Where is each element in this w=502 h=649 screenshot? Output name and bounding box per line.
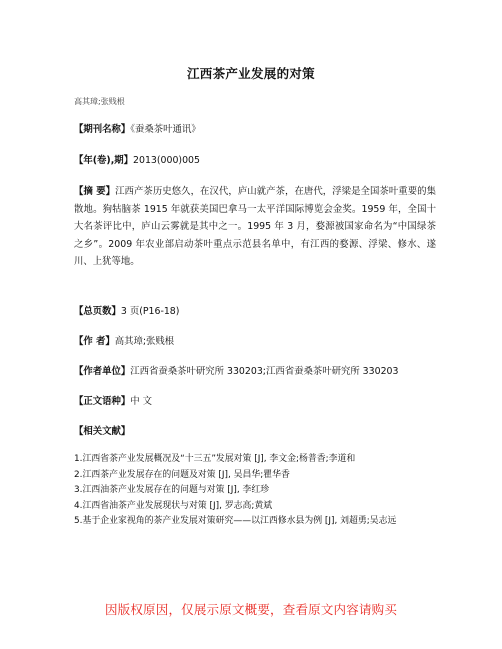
reference-item[interactable]: 2.江西茶产业发展存在的问题及对策 [J], 吴昌华;瞿华香 — [74, 469, 290, 480]
reference-item[interactable]: 5.基于企业家视角的茶产业发展对策研究——以江西修水县为例 [J], 刘超勇;吴志远 — [74, 516, 397, 527]
reference-item[interactable]: 4.江西省油茶产业发展现状与对策 [J], 罗志高;黄斌 — [74, 500, 273, 511]
reference-item[interactable]: 3.江西油茶产业发展存在的问题与对策 [J], 李红珍 — [74, 485, 270, 496]
references-list — [74, 452, 438, 530]
affiliation-field — [74, 363, 436, 381]
year-label: 【年(卷),期】 — [74, 155, 134, 166]
journal-label: 【期刊名称】 — [74, 124, 131, 135]
copyright-notice[interactable]: 因版权原因，仅展示原文概要，查看原文内容请购买 — [104, 602, 398, 617]
language-value: 中 文 — [130, 396, 152, 407]
authors-value: 高其璋;张贱根 — [114, 336, 175, 347]
pages-field — [74, 303, 436, 321]
year-field — [74, 152, 436, 170]
language-field — [74, 393, 436, 411]
authors-line: 高其璋;张贱根 — [74, 97, 125, 106]
journal-value: 《蚕桑茶叶通讯》 — [130, 124, 201, 135]
abstract-value: 江西产茶历史悠久，在汉代，庐山就产茶，在唐代，浮梁是全国茶叶重要的集散地。狗牯脑茶 1915 年就获美国巴拿马一太平洋国际博览会金奖。1959 年，全国十大名茶评比中，庐山云雾就是其中之一。1995 年 3 月，婺源被国家命名为“中国绿茶之乡”。2009 年农业部启动茶叶重点示范县名单中，有江西的婺源、浮梁、修水、遂川、上犹等地。 — [74, 186, 436, 267]
language-label: 【正文语种】 — [74, 396, 131, 407]
affiliation-value: 江西省蚕桑茶叶研究所 330203;江西省蚕桑茶叶研究所 330203 — [130, 366, 399, 377]
affiliation-label: 【作者单位】 — [74, 366, 131, 377]
document-title: 江西茶产业发展的对策 — [186, 66, 315, 81]
abstract-field — [74, 183, 436, 271]
journal-field — [74, 121, 436, 139]
references-heading: 【相关文献】 — [74, 426, 131, 437]
reference-item[interactable]: 1.江西省茶产业发展概况及“十三五”发展对策 [J], 李文金;杨普香;李道和 — [74, 454, 356, 464]
authors-field — [74, 333, 436, 351]
pages-value: 3 页(P16-18) — [120, 306, 180, 317]
year-value: 2013(000)005 — [133, 155, 200, 166]
pages-label: 【总页数】 — [74, 306, 121, 317]
abstract-label: 【摘 要】 — [74, 186, 116, 197]
authors-label: 【作 者】 — [74, 336, 115, 347]
